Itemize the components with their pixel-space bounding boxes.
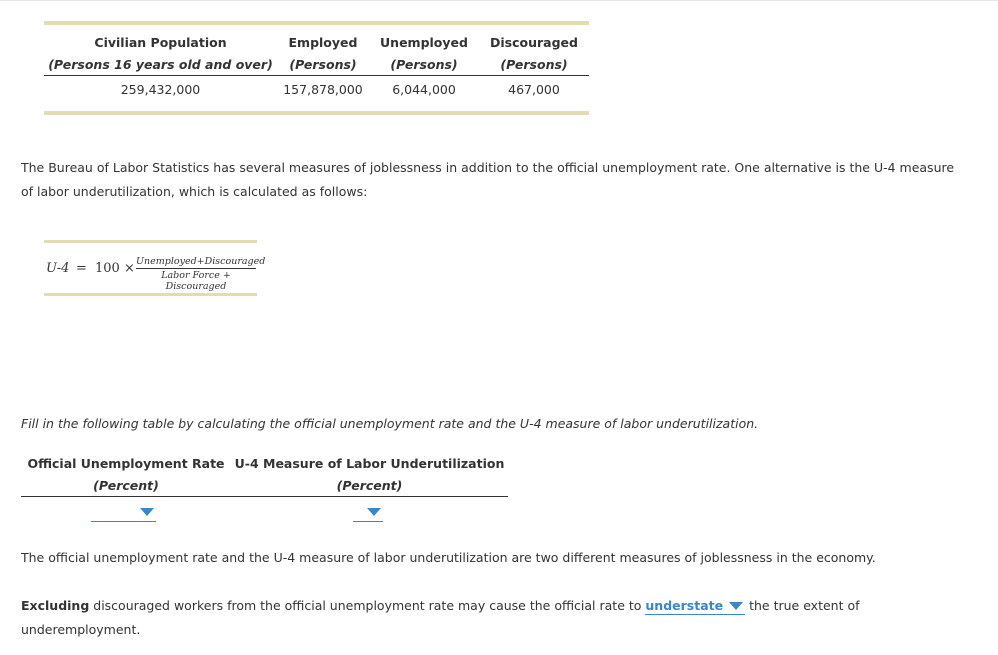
answer-table [21, 452, 508, 529]
u4-formula-box [44, 240, 266, 296]
header-employed: Employed [288, 34, 358, 50]
table-top-bar [44, 21, 589, 25]
conclusion-bold-lead: Excluding [21, 598, 90, 613]
value-discouraged: 467,000 [508, 81, 560, 97]
subheader-discouraged: (Persons) [479, 53, 589, 76]
statement-text: The official unemployment rate and the U-4 measure of labor underutilization are two different measures of joblessness in the economy. [21, 550, 876, 565]
top-divider [0, 0, 998, 1]
header-official-rate: Official Unemployment Rate [27, 455, 225, 471]
chevron-down-icon [140, 508, 154, 516]
table-row [44, 76, 589, 103]
table-bottom-bar [44, 111, 589, 115]
value-employed: 157,878,000 [283, 81, 363, 97]
intro-line-2: of labor underutilization, which is calculated as follows: [21, 184, 368, 199]
intro-line-1: The Bureau of Labor Statistics has several measures of joblessness in addition to the official unemployment rate. One alternative is the U-4 measure [21, 160, 955, 175]
understate-dropdown[interactable] [645, 598, 745, 615]
header-unemployed: Unemployed [380, 34, 468, 50]
intro-paragraph [21, 156, 981, 204]
chevron-down-icon [367, 508, 381, 516]
conclusion-line-2: underemployment. [21, 622, 141, 637]
subheader-employed: (Persons) [277, 53, 369, 76]
subheader-civilian-population: (Persons 16 years old and over) [44, 53, 277, 76]
formula-denominator: Labor Force + Discouraged [161, 270, 231, 292]
instruction-text: Fill in the following table by calculating the official unemployment rate and the U-4 measure of labor underutilization. [21, 416, 759, 431]
header-discouraged: Discouraged [490, 34, 578, 50]
subheader-unemployed: (Persons) [369, 53, 479, 76]
formula-lhs: U-4 [46, 261, 70, 276]
conclusion-text-after: the true extent of [745, 598, 860, 613]
header-u4-measure: U-4 Measure of Labor Underutilization [234, 455, 505, 471]
conclusion-paragraph [21, 594, 981, 642]
formula-numerator: Unemployed+Discouraged [136, 256, 266, 267]
table-row [21, 497, 508, 530]
formula-bottom-bar [44, 293, 257, 296]
formula-multiplier: 100 × [95, 261, 135, 276]
u4-measure-dropdown[interactable] [353, 503, 383, 522]
understate-dropdown-value: understate [645, 598, 724, 613]
value-civilian-population: 259,432,000 [120, 81, 201, 97]
value-unemployed: 6,044,000 [392, 81, 456, 97]
header-civilian-population: Civilian Population [94, 34, 227, 50]
formula-equals: = [76, 261, 87, 276]
chevron-down-icon [729, 602, 743, 610]
labor-data-table [44, 21, 589, 115]
u4-formula [44, 243, 266, 293]
formula-fraction [136, 256, 266, 292]
conclusion-text-before: discouraged workers from the official unemployment rate may cause the official rate to [89, 598, 646, 613]
subheader-u4-measure: (Percent) [231, 474, 508, 497]
official-rate-dropdown[interactable] [91, 503, 156, 522]
subheader-official-rate: (Percent) [21, 474, 231, 497]
